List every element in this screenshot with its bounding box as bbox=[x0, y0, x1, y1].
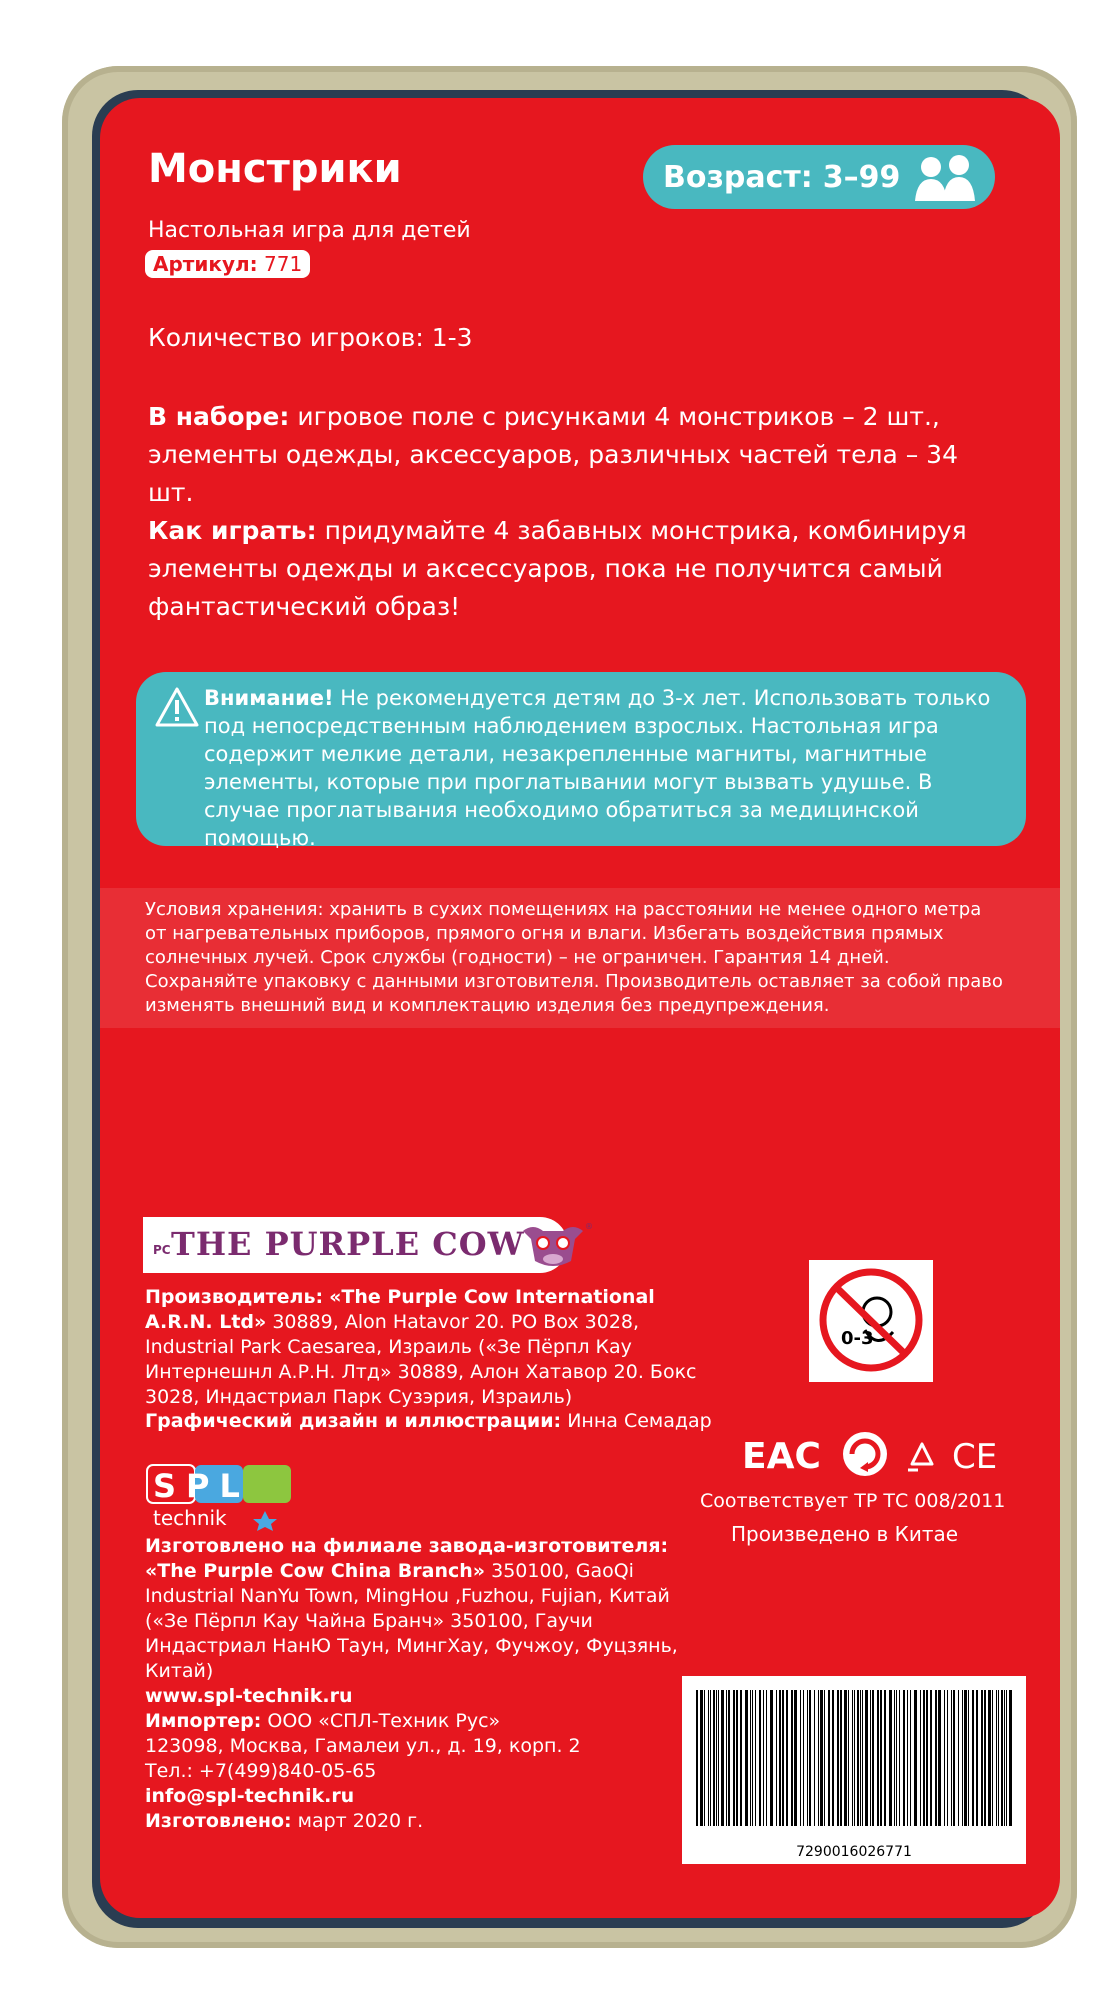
barcode-bar bbox=[848, 1690, 849, 1826]
barcode-bar bbox=[926, 1690, 928, 1826]
barcode-bar bbox=[710, 1690, 711, 1826]
barcode-bar bbox=[852, 1690, 853, 1826]
barcode-bar bbox=[910, 1690, 911, 1826]
warning-label: Внимание! bbox=[204, 686, 334, 710]
barcode-bar bbox=[865, 1690, 868, 1826]
barcode-bar bbox=[857, 1690, 859, 1826]
barcode-bar bbox=[809, 1690, 811, 1826]
designer-name: Инна Семадар bbox=[567, 1410, 712, 1432]
conformity-text: Соответствует ТР ТС 008/2011 bbox=[700, 1490, 1006, 1512]
barcode-bar bbox=[884, 1690, 886, 1826]
barcode-bar bbox=[935, 1690, 937, 1826]
age-label: Возраст: bbox=[663, 159, 813, 195]
svg-text:®: ® bbox=[585, 1222, 593, 1231]
barcode-bar bbox=[763, 1690, 764, 1826]
barcode-bar bbox=[770, 1690, 773, 1826]
barcode-bar bbox=[708, 1690, 709, 1826]
barcode-bar bbox=[1001, 1690, 1003, 1826]
svg-text:SPL: SPL bbox=[153, 1467, 250, 1505]
storage-text: Условия хранения: хранить в сухих помещениях на расстоянии не менее одного метра от нагревательных приборов, прямого огня и влаги. Избегать воздействия прямых солнечных лучей. Срок службы (годности) – не ограничен. Гарантия 14 дней. bbox=[145, 899, 982, 968]
barcode-bar bbox=[953, 1690, 955, 1826]
certification-marks bbox=[742, 1426, 1022, 1482]
age-value: 3–99 bbox=[822, 159, 901, 195]
barcode-bar bbox=[824, 1690, 825, 1826]
product-label bbox=[100, 98, 1060, 1918]
factory-info bbox=[145, 1534, 705, 1834]
barcode-bar bbox=[964, 1690, 967, 1826]
barcode-bar bbox=[947, 1690, 948, 1826]
barcode-bar bbox=[752, 1690, 753, 1826]
barcode-bar bbox=[782, 1690, 784, 1826]
barcode-bar bbox=[899, 1690, 900, 1826]
barcode-bar bbox=[832, 1690, 834, 1826]
product-subtitle: Настольная игра для детей bbox=[148, 218, 471, 243]
barcode-bar bbox=[862, 1690, 863, 1826]
barcode-bar bbox=[759, 1690, 761, 1826]
barcode-bar bbox=[807, 1690, 808, 1826]
importer-email: info@spl-technik.ru bbox=[145, 1785, 355, 1807]
howto-text: придумайте 4 забавных монстрика, комбинируя элементы одежды и аксессуаров, пока не получится самый фантастический образ! bbox=[148, 516, 967, 621]
barcode-bar bbox=[872, 1690, 874, 1826]
barcode-bar bbox=[968, 1690, 969, 1826]
barcode-bar bbox=[998, 1690, 999, 1826]
barcode-bar bbox=[984, 1690, 986, 1826]
product-title: Монстрики bbox=[148, 146, 402, 192]
svg-text:0-3: 0-3 bbox=[841, 1328, 874, 1349]
barcode-number: 7290016026771 bbox=[796, 1844, 912, 1860]
not-for-under-3-icon bbox=[809, 1260, 933, 1382]
barcode-bar bbox=[794, 1690, 797, 1826]
players-count: Количество игроков: 1-3 bbox=[148, 323, 473, 352]
barcode-bar bbox=[803, 1690, 804, 1826]
barcode-bar bbox=[740, 1690, 742, 1826]
barcode-bar bbox=[992, 1690, 993, 1826]
barcode-bar bbox=[700, 1690, 703, 1826]
ce-mark: CE bbox=[952, 1437, 998, 1477]
spl-technik-logo bbox=[145, 1461, 310, 1531]
importer: Импортер: ООО «СПЛ-Техник Рус» bbox=[145, 1710, 501, 1732]
barcode-bar bbox=[766, 1690, 767, 1826]
manufacturer-info bbox=[145, 1285, 725, 1410]
barcode-bar bbox=[962, 1690, 963, 1826]
barcode-bar bbox=[981, 1690, 983, 1826]
barcode bbox=[682, 1676, 1026, 1864]
manufacturer-name: «The Purple Cow International A.R.N. Ltd» bbox=[145, 1286, 655, 1333]
barcode-bar bbox=[718, 1690, 719, 1826]
barcode-bar bbox=[889, 1690, 892, 1826]
barcode-bar bbox=[988, 1690, 991, 1826]
barcode-bar bbox=[923, 1690, 925, 1826]
barcode-bar bbox=[996, 1690, 997, 1826]
age-badge bbox=[643, 145, 995, 209]
barcode-bar bbox=[818, 1690, 819, 1826]
barcode-bar bbox=[776, 1690, 777, 1826]
set-text: игровое поле с рисунками 4 монстриков – 2 шт., элементы одежды, аксессуаров, различных частей тела – 34 шт. bbox=[148, 402, 958, 507]
barcode-bar bbox=[930, 1690, 932, 1826]
eac-mark: EAC bbox=[742, 1436, 821, 1477]
designer-label: Графический дизайн и иллюстрации: bbox=[145, 1410, 562, 1432]
barcode-bar bbox=[914, 1690, 917, 1826]
barcode-bar bbox=[972, 1690, 974, 1826]
article-label: Артикул: bbox=[153, 252, 258, 276]
factory-address: «The Purple Cow China Branch» 350100, GaoQi Industrial NanYu Town, MingHou ,Fuzhou, Fujian, Китай («Зе Пёрпл Кау Чайна Бранч» 350100, Гаучи Индастриал НанЮ Таун, МингХау, Фучжоу, Фуцзянь, Китай) bbox=[145, 1560, 678, 1682]
manufacture-date: Изготовлено: март 2020 г. bbox=[145, 1810, 424, 1832]
article-badge bbox=[145, 250, 310, 278]
barcode-bar bbox=[721, 1690, 724, 1826]
barcode-bar bbox=[860, 1690, 861, 1826]
warning-box bbox=[136, 672, 1026, 850]
barcode-bar bbox=[854, 1690, 855, 1826]
barcode-bar bbox=[791, 1690, 793, 1826]
warning-body: Не рекомендуется детям до 3-х лет. Использовать только под непосредственным наблюдением взрослых. Настольная игра содержит мелкие детали, незакрепленные магниты, магнитные элементы, которые при проглатывании могут вызвать удушье. В случае проглатывания необходимо обратиться за медицинской помощью. bbox=[204, 686, 991, 850]
barcode-bar bbox=[951, 1690, 952, 1826]
barcode-bar bbox=[880, 1690, 882, 1826]
barcode-bar bbox=[903, 1690, 905, 1826]
purple-cow-logo bbox=[143, 1217, 593, 1273]
designer-credit bbox=[145, 1410, 712, 1432]
barcode-bar bbox=[907, 1690, 908, 1826]
set-contents bbox=[148, 398, 1008, 512]
barcode-bar bbox=[779, 1690, 781, 1826]
description bbox=[148, 398, 1008, 626]
logo-name: THE PURPLE COW bbox=[171, 1225, 525, 1263]
barcode-bar bbox=[716, 1690, 717, 1826]
how-to-play bbox=[148, 512, 1008, 626]
barcode-bar bbox=[1006, 1690, 1007, 1826]
barcode-bar bbox=[696, 1690, 698, 1826]
barcode-bar bbox=[713, 1690, 715, 1826]
barcode-bar bbox=[726, 1690, 727, 1826]
manufacturer-label: Производитель: bbox=[145, 1286, 324, 1308]
howto-label: Как играть: bbox=[148, 516, 317, 545]
warning-triangle-icon bbox=[154, 686, 200, 728]
barcode-bar bbox=[750, 1690, 751, 1826]
article-value: 771 bbox=[264, 252, 303, 276]
packaging-note: Сохраняйте упаковку с данными изготовителя. Производитель оставляет за собой право изменять внешний вид и комплектацию изделия без предупреждения. bbox=[145, 971, 1003, 1016]
manufacturer-address: 30889, Alon Hatavor 20. PO Box 3028, Industrial Park Caesarea, Израиль («Зе Пёрпл Кау Интернешнл А.Р.Н. Лтд» 30889, Алон Хатавор 20. Бокс 3028, Индастриал Парк Сузэрия, Израиль) bbox=[145, 1311, 697, 1408]
set-label: В наборе: bbox=[148, 402, 290, 431]
cow-head-icon bbox=[513, 1221, 593, 1269]
barcode-bar bbox=[704, 1690, 705, 1826]
barcode-bar bbox=[896, 1690, 897, 1826]
barcode-bar bbox=[944, 1690, 945, 1826]
barcode-bar bbox=[786, 1690, 788, 1826]
barcode-bar bbox=[814, 1690, 815, 1826]
barcode-bar bbox=[1004, 1690, 1005, 1826]
barcode-bar bbox=[870, 1690, 871, 1826]
barcode-bar bbox=[877, 1690, 879, 1826]
barcode-bar bbox=[844, 1690, 847, 1826]
barcode-bar bbox=[1009, 1690, 1012, 1826]
factory-label: Изготовлено на филиале завода-изготовителя: bbox=[145, 1535, 669, 1557]
storage-conditions bbox=[145, 898, 1005, 1018]
barcode-bar bbox=[837, 1690, 839, 1826]
people-icon bbox=[913, 155, 977, 201]
barcode-bar bbox=[745, 1690, 748, 1826]
barcode-bar bbox=[800, 1690, 801, 1826]
barcode-bar bbox=[736, 1690, 738, 1826]
importer-phone: Тел.: +7(499)840-05-65 bbox=[145, 1760, 377, 1782]
barcode-bar bbox=[755, 1690, 756, 1826]
barcode-bar bbox=[894, 1690, 895, 1826]
website: www.spl-technik.ru bbox=[145, 1685, 353, 1707]
barcode-bar bbox=[728, 1690, 730, 1826]
made-in-text: Произведено в Китае bbox=[731, 1522, 959, 1546]
svg-text:technik: technik bbox=[153, 1506, 227, 1530]
barcode-bar bbox=[976, 1690, 978, 1826]
barcode-bar bbox=[828, 1690, 830, 1826]
barcode-bar bbox=[840, 1690, 842, 1826]
warning-text bbox=[204, 684, 1004, 852]
importer-address: 123098, Москва, Гамалеи ул., д. 19, корп. 2 bbox=[145, 1735, 581, 1757]
barcode-bar bbox=[958, 1690, 959, 1826]
barcode-bar bbox=[733, 1690, 735, 1826]
barcode-bar bbox=[920, 1690, 921, 1826]
logo-prefix: PC bbox=[153, 1243, 171, 1257]
barcode-bar bbox=[820, 1690, 823, 1826]
barcode-bar bbox=[938, 1690, 941, 1826]
